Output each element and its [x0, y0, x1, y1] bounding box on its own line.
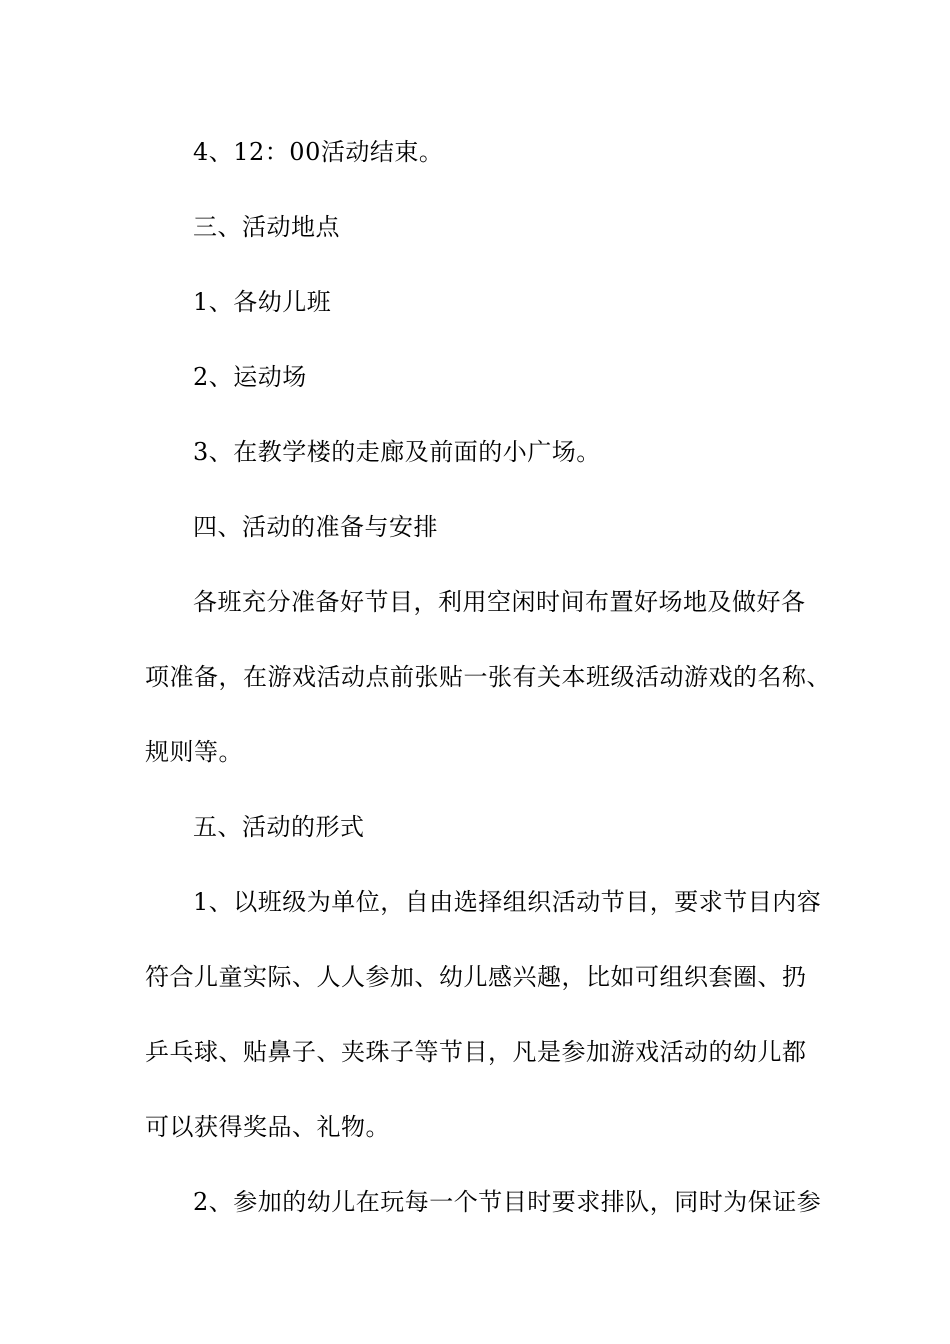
heading-activity-preparation: 四、活动的准备与安排 — [193, 513, 438, 541]
heading-activity-form: 五、活动的形式 — [193, 813, 365, 841]
text-line-end-time: 4、12：00活动结束。 — [193, 138, 444, 166]
paragraph-preparation-line-3: 规则等。 — [145, 738, 243, 766]
paragraph-form-1-line-2: 符合儿童实际、人人参加、幼儿感兴趣，比如可组织套圈、扔 — [145, 963, 807, 991]
paragraph-form-2-line-1: 2、参加的幼儿在玩每一个节目时要求排队，同时为保证参 — [193, 1188, 822, 1216]
paragraph-form-1-line-3: 乒乓球、贴鼻子、夹珠子等节目，凡是参加游戏活动的幼儿都 — [145, 1038, 807, 1066]
text-line-location-2: 2、运动场 — [193, 363, 307, 391]
paragraph-form-1-line-1: 1、以班级为单位，自由选择组织活动节目，要求节目内容 — [193, 888, 822, 916]
paragraph-preparation-line-1: 各班充分准备好节目，利用空闲时间布置好场地及做好各 — [193, 588, 806, 616]
text-line-location-3: 3、在教学楼的走廊及前面的小广场。 — [193, 438, 601, 466]
paragraph-preparation-line-2: 项准备，在游戏活动点前张贴一张有关本班级活动游戏的名称、 — [145, 663, 831, 691]
paragraph-form-1-line-4: 可以获得奖品、礼物。 — [145, 1113, 390, 1141]
heading-activity-location: 三、活动地点 — [193, 213, 340, 241]
text-line-location-1: 1、各幼儿班 — [193, 288, 332, 316]
